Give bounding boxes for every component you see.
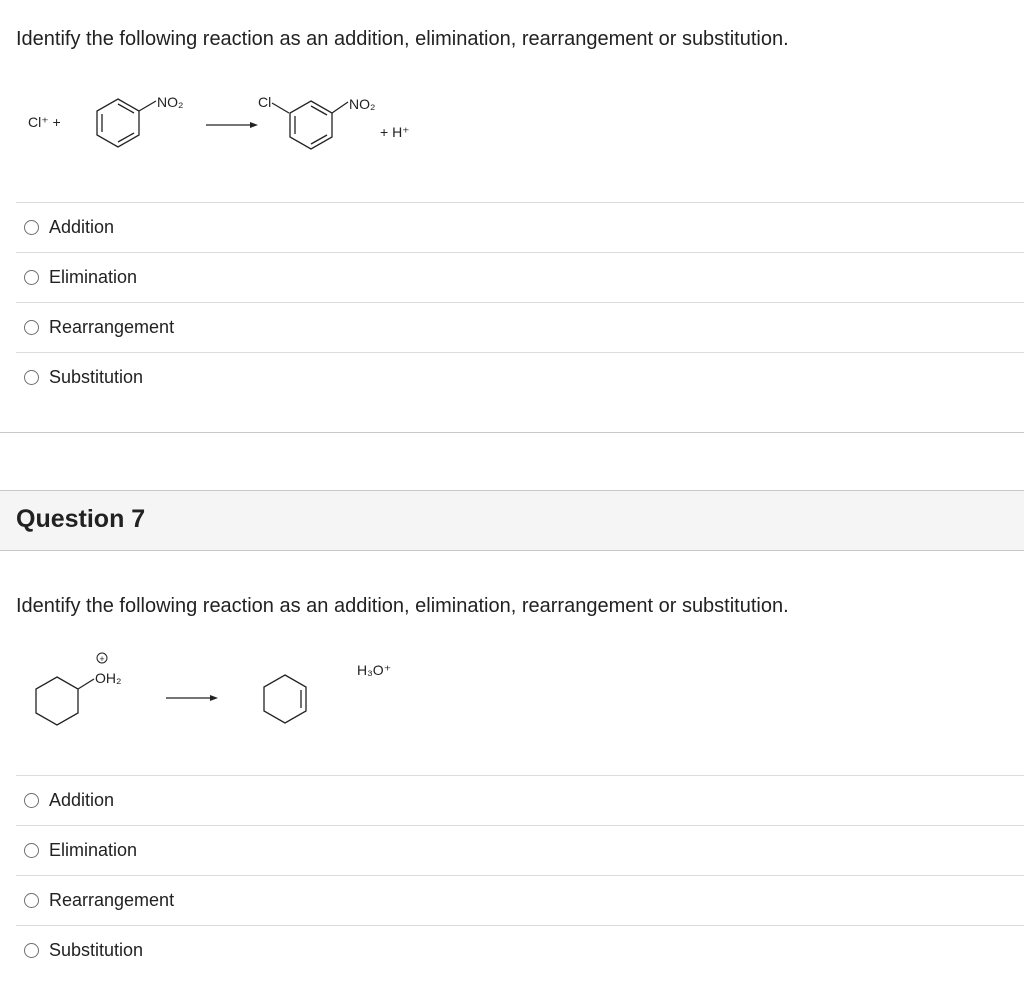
option-label: Substitution — [49, 940, 144, 960]
option-label: Elimination — [49, 840, 138, 860]
question-title: Question 7 — [16, 505, 146, 533]
option-label: Substitution — [49, 367, 144, 387]
reaction-scheme-q7 — [0, 645, 420, 735]
reaction-arrow-icon — [206, 122, 258, 128]
option-label: Elimination — [49, 267, 138, 287]
q7-option-addition[interactable] — [16, 775, 1024, 825]
question-7-header — [0, 490, 1024, 551]
no2-label-product: NO₂ — [349, 96, 376, 112]
radio-button[interactable] — [24, 843, 39, 858]
option-label: Rearrangement — [49, 317, 175, 337]
q7-option-rearrangement[interactable] — [16, 875, 1024, 925]
question-6-prompt: Identify the following reaction as an addition, elimination, rearrangement or substitution. — [16, 28, 789, 50]
option-label: Rearrangement — [49, 890, 175, 910]
cyclohexyloxonium-structure — [36, 653, 121, 725]
charge-sign: + — [99, 654, 105, 664]
radio-button[interactable] — [24, 893, 39, 908]
q6-option-addition[interactable] — [16, 202, 1024, 252]
cyclohexene-structure — [264, 675, 306, 723]
reaction-arrow-icon — [166, 695, 218, 701]
cl-plus-reagent: Cl⁺ + — [28, 114, 61, 130]
option-label: Addition — [49, 217, 115, 237]
q6-option-substitution[interactable] — [16, 352, 1024, 402]
chloronitrobenzene-structure — [258, 94, 375, 149]
question-7-prompt: Identify the following reaction as an addition, elimination, rearrangement or substitution. — [16, 595, 789, 617]
h3o-reagent: H₃O⁺ — [357, 662, 392, 678]
cl-label-product: Cl — [258, 94, 272, 110]
q7-option-substitution[interactable] — [16, 925, 1024, 975]
h-plus-byproduct: + H⁺ — [380, 124, 410, 140]
radio-button[interactable] — [24, 220, 39, 235]
radio-button[interactable] — [24, 370, 39, 385]
q6-option-elimination[interactable] — [16, 252, 1024, 302]
q6-option-rearrangement[interactable] — [16, 302, 1024, 352]
radio-button[interactable] — [24, 270, 39, 285]
q7-option-elimination[interactable] — [16, 825, 1024, 875]
option-label: Addition — [49, 790, 115, 810]
q6-answer-list — [16, 202, 1024, 402]
radio-button[interactable] — [24, 793, 39, 808]
nitrobenzene-structure — [97, 94, 183, 147]
q7-answer-list — [16, 775, 1024, 975]
question-divider — [0, 432, 1024, 433]
reaction-scheme-q6 — [0, 85, 460, 175]
no2-label-reactant: NO₂ — [157, 94, 184, 110]
radio-button[interactable] — [24, 320, 39, 335]
radio-button[interactable] — [24, 943, 39, 958]
oh2-label: OH₂ — [95, 670, 122, 686]
